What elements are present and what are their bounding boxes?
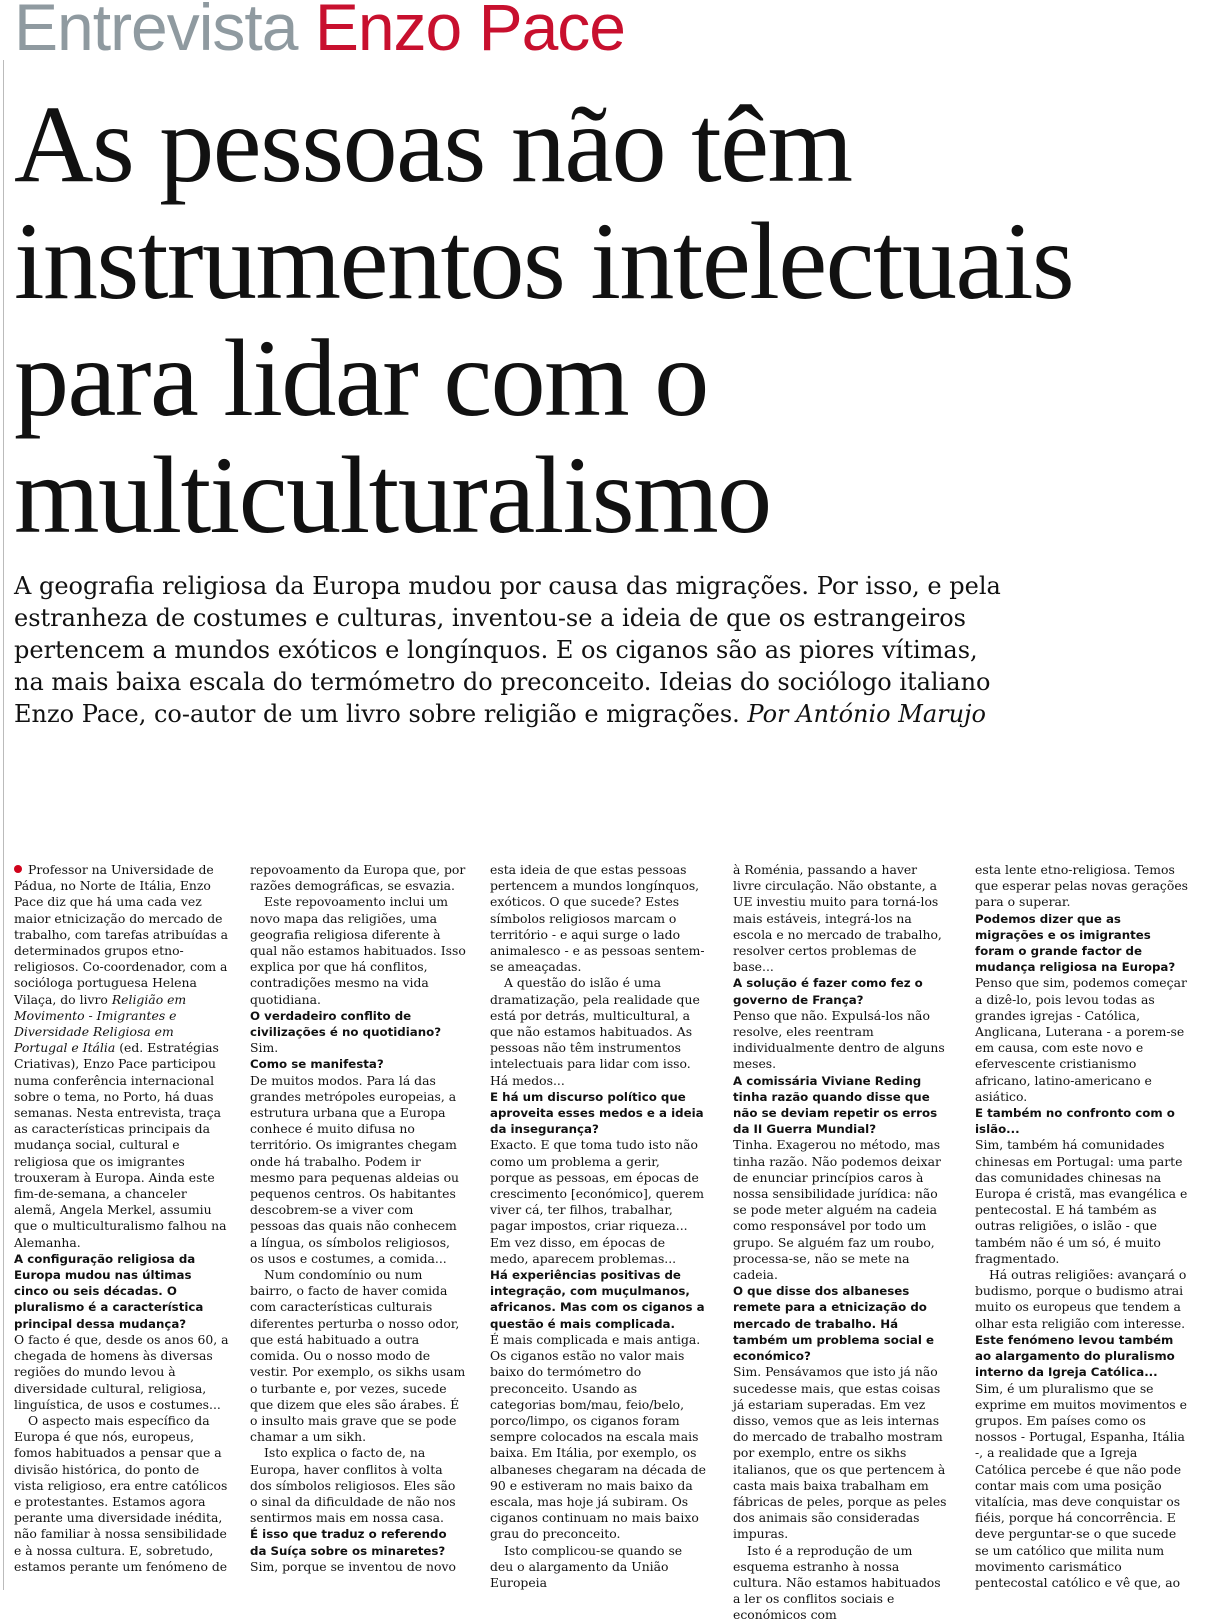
interview-answer: Sim, é um pluralismo que se exprime em muitos movimentos e grupos. Em países como os nossos - Portugal, Espanha, Itália -, a realidade que a Igreja Católica percebe é que não pode contar mais com uma posição vitalícia, mas deve conquistar os fiéis, porque há concorrência. E deve perguntar-se o que sucede se um católico que milita num movimento carismático pentecostal católico e vê que, ao: [975, 1380, 1187, 1590]
interview-question: E há um discurso político que aproveita esses medos e a ideia da insegurança?: [490, 1089, 704, 1137]
interview-answer: Isto complicou-se quando se deu o alargamento da União Europeia: [490, 1542, 683, 1590]
interview-answer: Penso que não. Expulsá-los não resolve, eles reentram individualmente dentro de alguns meses.: [733, 1007, 945, 1072]
interview-answer: O facto é que, desde os anos 60, a chegada de homens às diversas regiões do mundo levou à diversidade cultural, religiosa, linguística, de usos e costumes...: [14, 1331, 229, 1412]
interview-answer: Sim.: [250, 1040, 279, 1056]
headline-line: para lidar com o: [14, 317, 708, 439]
interview-answer: De muitos modos. Para lá das grandes metrópoles europeias, a estrutura urbana que a Europa conhece é muito difusa no território. Os imigrantes chegam onde há trabalho. Podem ir mesmo para pequenas aldeias ou pequenos centros. Os habitantes descobrem-se a viver com pessoas das quais não conhecem a língua, os símbolos religiosos, os usos e costumes, a comida...: [250, 1072, 460, 1266]
interview-answer: esta ideia de que estas pessoas pertencem a mundos longínquos, exóticos. O que sucede? Estes símbolos religiosos marcam o território - e aqui surge o lado animalesco - e as pessoas sentem-se ameaçadas.: [490, 862, 705, 975]
interview-answer: Sim, porque se inventou de novo: [250, 1558, 456, 1574]
intro-text: (ed. Estratégias Criativas), Enzo Pace participou numa conferência internacional sobre o tema, no Porto, há duas semanas. Nesta entrevista, traça as características principais da mudança social, cultural e religiosa que os imigrantes trouxeram à Europa. Ainda este fim-de-semana, a chanceler alemã, Angela Merkel, assumiu que o multiculturalismo falhou na Alemanha.: [14, 1040, 227, 1250]
kicker-name: Enzo Pace: [314, 0, 626, 64]
section-kicker: [14, 0, 626, 64]
interview-answer: Sim. Pensávamos que isto já não sucedesse mais, que estas coisas já estariam superadas. Em vez disso, vemos que as leis internas do mercado de trabalho mostram por exemplo, entre os sikhs italianos, que os que pertencem à casta mais baixa trabalham em fábricas de peles, porque as peles dos animais são consideradas impuras.: [733, 1364, 947, 1542]
lead-line: Enzo Pace, co-autor de um livro sobre religião e migrações.: [14, 700, 740, 728]
article-column-2: [250, 862, 466, 1575]
byline: Por António Marujo: [747, 700, 986, 728]
interview-answer: Tinha. Exagerou no método, mas tinha razão. Não podemos deixar de enunciar princípios caros à nossa sensibilidade jurídica: não se pode meter alguém na cadeia como responsável por todo um grupo. Se alguém faz um roubo, processa-se, não se mete na cadeia.: [733, 1137, 941, 1283]
interview-answer: à Roménia, passando a haver livre circulação. Não obstante, a UE investiu muito para torná-los mais estáveis, integrá-los na escola e no mercado de trabalho, resolver certos problemas de base...: [733, 862, 942, 975]
interview-question: E também no confronto com o islão...: [975, 1106, 1175, 1137]
headline: [14, 83, 1074, 556]
interview-question: A comissária Viviane Reding tinha razão quando disse que não se deviam repetir os erros da II Guerra Mundial?: [733, 1073, 938, 1137]
lead-line: pertencem a mundos exóticos e longínquos. E os ciganos são as piores vítimas,: [14, 636, 978, 664]
headline-line: instrumentos intelectuais: [14, 200, 1074, 322]
kicker-section: Entrevista: [14, 0, 298, 64]
article-column-4: [733, 862, 949, 1624]
intro-text: Professor na Universidade de Pádua, no Norte de Itália, Enzo Pace diz que há uma cada vez maior etnicização do mercado de trabalho, com tarefas atribuídas a determinados grupos etno-religiosos. Co-coordenador, com a socióloga portuguesa Helena Vilaça, do livro: [14, 862, 228, 1007]
interview-question: É isso que traduz o referendo da Suíça sobre os minaretes?: [250, 1527, 447, 1558]
headline-line: As pessoas não têm: [14, 83, 852, 205]
interview-question: Podemos dizer que as migrações e os imigrantes foram o grande factor de mudança religiosa na Europa?: [975, 911, 1176, 975]
headline-line: multiculturalismo: [14, 434, 771, 556]
interview-answer: O aspecto mais específico da Europa é que nós, europeus, fomos habituados a pensar que a divisão histórica, do ponto de vista religioso, era entre católicos e protestantes. Estamos agora perante uma diversidade inédita, não familiar à nossa sensibilidade e à nossa cultura. E, sobretudo, estamos perante um fenómeno de: [14, 1412, 228, 1574]
interview-question: Como se manifesta?: [250, 1057, 384, 1072]
interview-answer: Exacto. E que toma tudo isto não como um problema a gerir, porque as pessoas, em épocas de crescimento [económico], querem viver cá, ter filhos, trabalhar, pagar impostos, criar riqueza... Em vez disso, em épocas de medo, aparecem problemas...: [490, 1137, 704, 1266]
interview-question: Há experiências positivas de integração, com muçulmanos, africanos. Mas com os ciganos a questão é mais complicada.: [490, 1268, 705, 1331]
interview-answer: É mais complicada e mais antiga. Os ciganos estão no valor mais baixo do termómetro do preconceito. Usando as categorias bom/mau, feio/belo, porco/limpo, os ciganos foram sempre colocados na escala mais baixa. Em Itália, por exemplo, os albaneses chegaram na década de 90 e estiveram no mais baixo da escala, mas hoje já subiram. Os ciganos continuam no mais baixo grau do preconceito.: [490, 1331, 706, 1542]
interview-answer: Isto explica o facto de, na Europa, haver conflitos à volta dos símbolos religiosos. Eles são o sinal da dificuldade de não nos sentirmos mais em nossa casa.: [250, 1445, 456, 1526]
article-column-5: [975, 862, 1191, 1591]
book-title: Religião em Movimento - Imigrantes e Diversidade Religiosa em Portugal e Itália: [14, 991, 187, 1056]
interview-question: O verdadeiro conflito de civilizações é no quotidiano?: [250, 1008, 442, 1040]
lead-line-last: [14, 698, 1214, 730]
article-column-3: [490, 862, 706, 1591]
interview-answer: repovoamento da Europa que, por razões demográficas, se esvazia.: [250, 862, 466, 894]
interview-answer: Sim, também há comunidades chinesas em Portugal: uma parte das comunidades chinesas na Europa é cristã, mas evangélica e pentecostal. E há também as outras religiões, o islão - que também não é um só, é muito fragmentado.: [975, 1137, 1188, 1266]
column-rule: [3, 60, 4, 1590]
lead-paragraph: [14, 570, 1214, 730]
interview-question: Este fenómeno levou também ao alargamento do pluralismo interno da Igreja Católica...: [975, 1332, 1175, 1380]
interview-question: A solução é fazer como fez o governo de França?: [733, 976, 923, 1007]
lead-line: na mais baixa escala do termómetro do preconceito. Ideias do sociólogo italiano: [14, 668, 991, 696]
interview-answer: Este repovoamento inclui um novo mapa das religiões, uma geografia religiosa diferente à qual não estamos habituados. Isso explica por que há conflitos, contradições mesmo na vida quotidiana.: [250, 894, 466, 1007]
lead-line: A geografia religiosa da Europa mudou por causa das migrações. Por isso, e pela: [14, 572, 1001, 600]
interview-answer: Há outras religiões: avançará o budismo, porque o budismo atrai muito os europeus que tendem a olhar esta religião com interesse.: [975, 1267, 1187, 1331]
interview-answer: esta lente etno-religiosa. Temos que esperar pelas novas gerações para o superar.: [975, 862, 1189, 910]
interview-answer: A questão do islão é uma dramatização, pela realidade que está por detrás, multicultural, a que não estamos habituados. As pessoas não têm instrumentos intelectuais para lidar com isso. Há medos...: [490, 975, 700, 1088]
intro-paragraph: [14, 862, 230, 1251]
bullet-icon: [14, 865, 22, 873]
article-column-1: [14, 862, 230, 1575]
lead-line: estranheza de costumes e culturas, inventou-se a ideia de que os estrangeiros: [14, 604, 966, 632]
interview-question: O que disse dos albaneses remete para a etnicização do mercado de trabalho. Há também um problema social e económico?: [733, 1284, 935, 1364]
interview-question: A configuração religiosa da Europa mudou nas últimas cinco ou seis décadas. O pluralismo é a característica principal dessa mudança?: [14, 1251, 204, 1331]
interview-answer: Num condomínio ou num bairro, o facto de haver comida com características culturais diferentes perturba o nosso odor, que está habituado a outra comida. Ou o nosso modo de vestir. Por exemplo, os sikhs usam o turbante e, por vezes, sucede que dizem que eles são árabes. É o insulto mais grave que se pode chamar a um sikh.: [250, 1267, 466, 1445]
interview-answer: Isto é a reprodução de um esquema estranho à nossa cultura. Não estamos habituados a ler os conflitos sociais e económicos com: [733, 1542, 941, 1623]
interview-answer: Penso que sim, podemos começar a dizê-lo, pois levou todas as grandes igrejas - Católica, Anglicana, Luterana - a porem-se em causa, com este novo e efervescente cristianismo africano, latino-americano e asiático.: [975, 975, 1187, 1104]
